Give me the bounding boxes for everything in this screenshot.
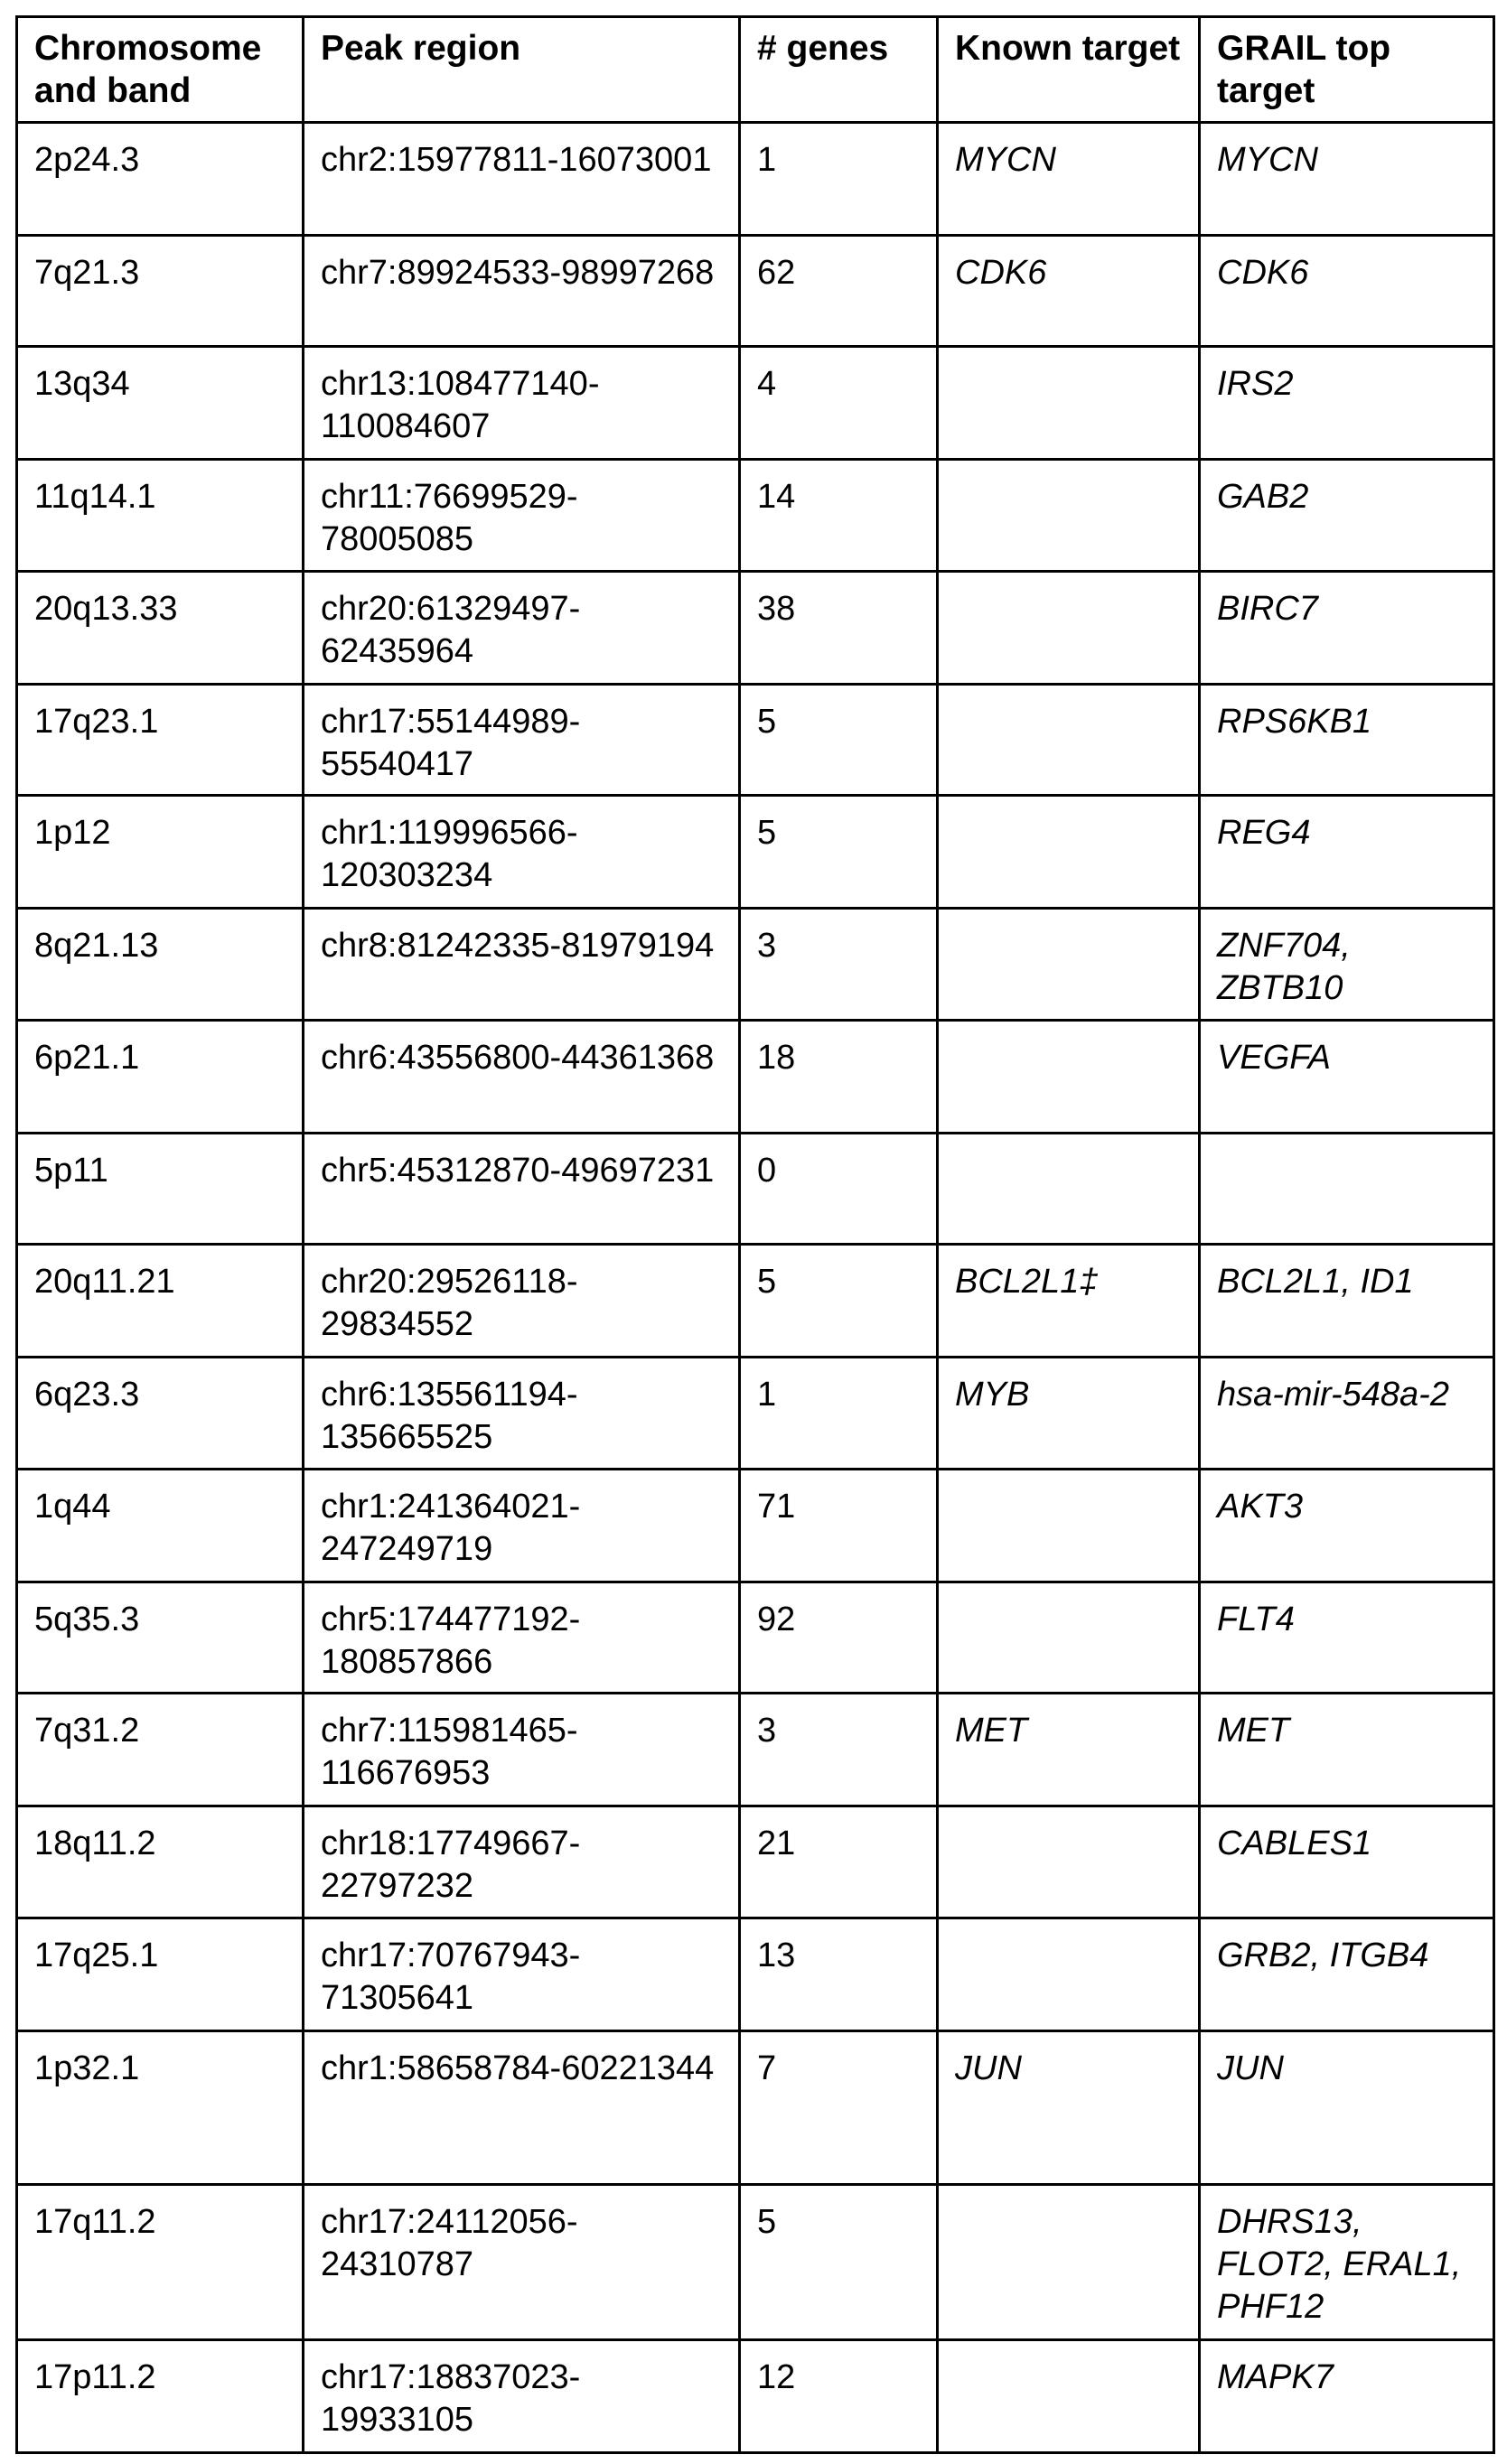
known-target-cell: MET (938, 1694, 1200, 1806)
known-target-cell: JUN (938, 2031, 1200, 2185)
grail-target-cell: GAB2 (1200, 460, 1494, 572)
region-cell: chr1:58658784-60221344 (304, 2031, 740, 2185)
table-row (17, 1470, 1494, 1582)
region-cell: chr11:76699529-78005085 (304, 460, 740, 572)
known-target-cell (938, 460, 1200, 572)
genes-cell: 3 (740, 1694, 938, 1806)
band-cell: 5q35.3 (17, 1582, 304, 1694)
header-band: Chromosome and band (17, 17, 304, 123)
genes-cell: 71 (740, 1470, 938, 1582)
grail-target-cell: BIRC7 (1200, 572, 1494, 685)
genes-cell: 18 (740, 1021, 938, 1134)
band-cell: 1p12 (17, 796, 304, 909)
header-row (17, 17, 1494, 123)
table-row (17, 2031, 1494, 2185)
band-cell: 7q31.2 (17, 1694, 304, 1806)
band-cell: 17q11.2 (17, 2185, 304, 2340)
table-row (17, 1806, 1494, 1918)
band-cell: 1p32.1 (17, 2031, 304, 2185)
table-row (17, 796, 1494, 909)
genes-cell: 12 (740, 2340, 938, 2453)
region-cell: chr8:81242335-81979194 (304, 909, 740, 1021)
known-target-cell (938, 1134, 1200, 1245)
known-target-cell (938, 685, 1200, 796)
table-row (17, 572, 1494, 685)
grail-target-cell (1200, 1134, 1494, 1245)
genes-cell: 62 (740, 236, 938, 347)
region-cell: chr7:115981465-116676953 (304, 1694, 740, 1806)
grail-target-cell: MAPK7 (1200, 2340, 1494, 2453)
genes-cell: 0 (740, 1134, 938, 1245)
band-cell: 18q11.2 (17, 1806, 304, 1918)
region-cell: chr5:174477192-180857866 (304, 1582, 740, 1694)
band-cell: 6q23.3 (17, 1358, 304, 1470)
table-row (17, 1021, 1494, 1134)
grail-target-cell: VEGFA (1200, 1021, 1494, 1134)
band-cell: 8q21.13 (17, 909, 304, 1021)
genes-cell: 14 (740, 460, 938, 572)
band-cell: 5p11 (17, 1134, 304, 1245)
band-cell: 2p24.3 (17, 123, 304, 236)
genes-cell: 21 (740, 1806, 938, 1918)
known-target-cell (938, 796, 1200, 909)
known-target-cell: CDK6 (938, 236, 1200, 347)
known-target-cell (938, 1021, 1200, 1134)
table-row (17, 2340, 1494, 2453)
region-cell: chr1:119996566-120303234 (304, 796, 740, 909)
grail-target-cell: CABLES1 (1200, 1806, 1494, 1918)
region-cell: chr18:17749667-22797232 (304, 1806, 740, 1918)
header-known-target: Known target (938, 17, 1200, 123)
header-region: Peak region (304, 17, 740, 123)
genes-cell: 7 (740, 2031, 938, 2185)
known-target-cell (938, 2185, 1200, 2340)
grail-target-cell: CDK6 (1200, 236, 1494, 347)
region-cell: chr2:15977811-16073001 (304, 123, 740, 236)
table-row (17, 685, 1494, 796)
known-target-cell (938, 347, 1200, 460)
known-target-cell (938, 909, 1200, 1021)
grail-target-cell: JUN (1200, 2031, 1494, 2185)
band-cell: 13q34 (17, 347, 304, 460)
header-genes: # genes (740, 17, 938, 123)
grail-target-cell: MYCN (1200, 123, 1494, 236)
region-cell: chr5:45312870-49697231 (304, 1134, 740, 1245)
region-cell: chr13:108477140-110084607 (304, 347, 740, 460)
table-row (17, 909, 1494, 1021)
region-cell: chr7:89924533-98997268 (304, 236, 740, 347)
known-target-cell (938, 1582, 1200, 1694)
grail-target-cell: BCL2L1, ID1 (1200, 1245, 1494, 1358)
header-grail-target: GRAIL top target (1200, 17, 1494, 123)
known-target-cell (938, 2340, 1200, 2453)
known-target-cell (938, 1470, 1200, 1582)
known-target-cell (938, 572, 1200, 685)
genes-cell: 1 (740, 123, 938, 236)
region-cell: chr6:43556800-44361368 (304, 1021, 740, 1134)
band-cell: 17q25.1 (17, 1918, 304, 2031)
band-cell: 17q23.1 (17, 685, 304, 796)
grail-target-cell: ZNF704, ZBTB10 (1200, 909, 1494, 1021)
genes-cell: 92 (740, 1582, 938, 1694)
genes-cell: 5 (740, 796, 938, 909)
grail-target-cell: RPS6KB1 (1200, 685, 1494, 796)
region-cell: chr1:241364021-247249719 (304, 1470, 740, 1582)
grail-target-cell: FLT4 (1200, 1582, 1494, 1694)
band-cell: 17p11.2 (17, 2340, 304, 2453)
band-cell: 6p21.1 (17, 1021, 304, 1134)
band-cell: 20q13.33 (17, 572, 304, 685)
table-row (17, 2185, 1494, 2340)
band-cell: 1q44 (17, 1470, 304, 1582)
band-cell: 20q11.21 (17, 1245, 304, 1358)
table-row (17, 1358, 1494, 1470)
region-cell: chr20:61329497-62435964 (304, 572, 740, 685)
region-cell: chr17:18837023-19933105 (304, 2340, 740, 2453)
genes-cell: 3 (740, 909, 938, 1021)
known-target-cell: MYCN (938, 123, 1200, 236)
region-cell: chr20:29526118-29834552 (304, 1245, 740, 1358)
known-target-cell: MYB (938, 1358, 1200, 1470)
grail-target-cell: MET (1200, 1694, 1494, 1806)
table-row (17, 1694, 1494, 1806)
band-cell: 11q14.1 (17, 460, 304, 572)
grail-target-cell: AKT3 (1200, 1470, 1494, 1582)
table-row (17, 460, 1494, 572)
table-row (17, 1245, 1494, 1358)
known-target-cell (938, 1806, 1200, 1918)
region-cell: chr17:55144989-55540417 (304, 685, 740, 796)
grail-target-cell: GRB2, ITGB4 (1200, 1918, 1494, 2031)
table-row (17, 1918, 1494, 2031)
grail-target-cell: IRS2 (1200, 347, 1494, 460)
genes-cell: 38 (740, 572, 938, 685)
table-row (17, 236, 1494, 347)
grail-target-cell: DHRS13, FLOT2, ERAL1, PHF12 (1200, 2185, 1494, 2340)
grail-target-cell: REG4 (1200, 796, 1494, 909)
table-row (17, 123, 1494, 236)
table-row (17, 347, 1494, 460)
region-cell: chr17:70767943-71305641 (304, 1918, 740, 2031)
band-cell: 7q21.3 (17, 236, 304, 347)
table-row (17, 1134, 1494, 1245)
known-target-cell (938, 1918, 1200, 2031)
genes-cell: 5 (740, 2185, 938, 2340)
region-cell: chr6:135561194-135665525 (304, 1358, 740, 1470)
genes-cell: 5 (740, 1245, 938, 1358)
known-target-cell: BCL2L1‡ (938, 1245, 1200, 1358)
table-row (17, 1582, 1494, 1694)
amplification-peaks-table (15, 15, 1495, 2454)
genes-cell: 13 (740, 1918, 938, 2031)
genes-cell: 1 (740, 1358, 938, 1470)
region-cell: chr17:24112056-24310787 (304, 2185, 740, 2340)
grail-target-cell: hsa-mir-548a-2 (1200, 1358, 1494, 1470)
genes-cell: 5 (740, 685, 938, 796)
genes-cell: 4 (740, 347, 938, 460)
